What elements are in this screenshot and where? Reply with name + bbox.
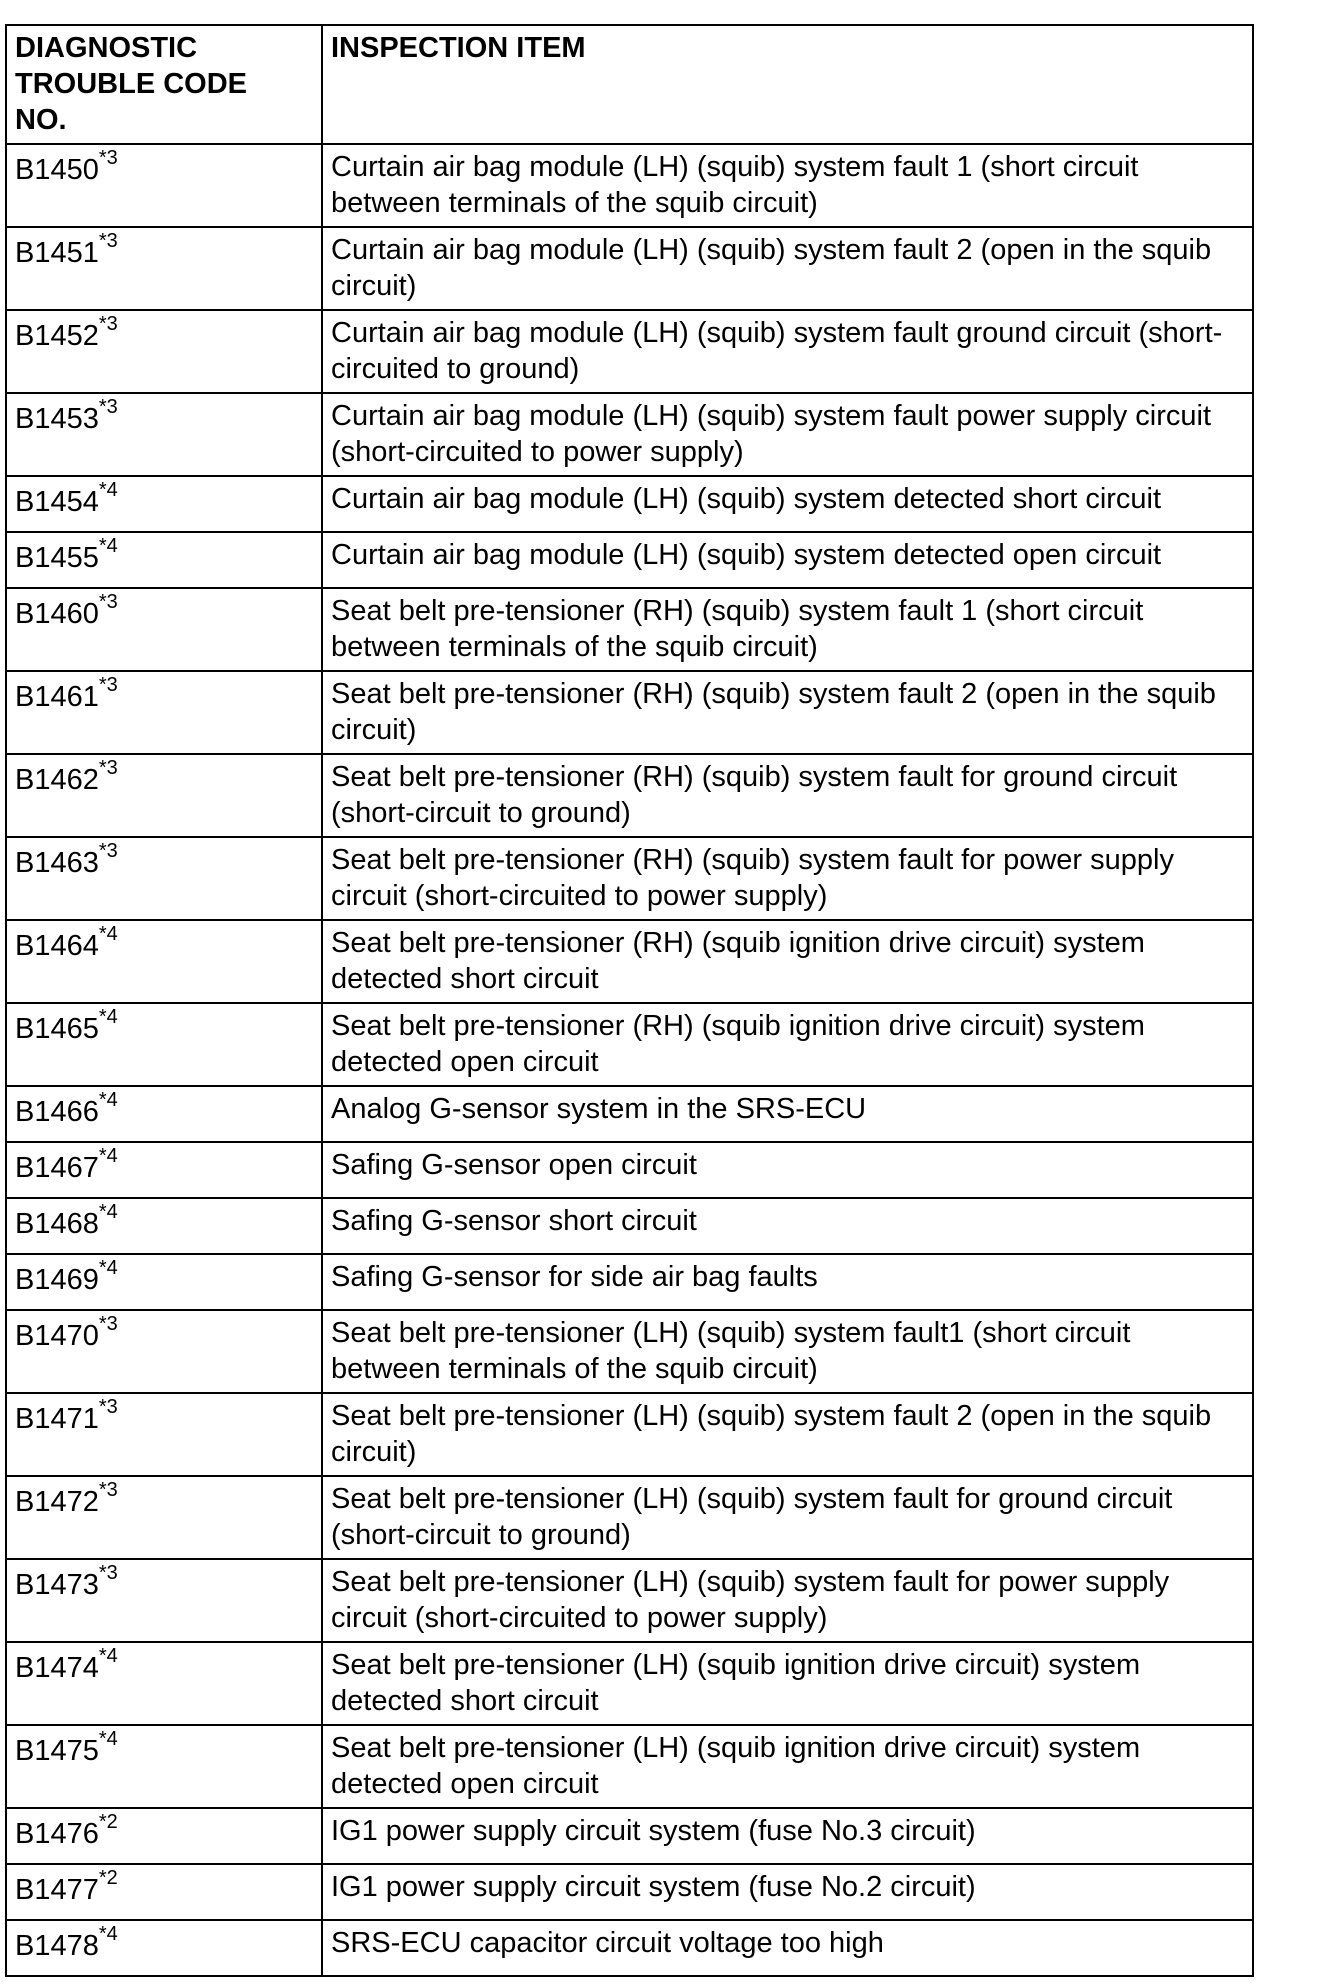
dtc-code	[15, 315, 118, 354]
dtc-code-text: B1477	[15, 1874, 99, 1906]
inspection-item-cell: Curtain air bag module (LH) (squib) system fault power supply circuit (short-circuited to power supply)	[322, 393, 1253, 476]
dtc-footnote-mark: *2	[98, 1867, 118, 1890]
inspection-item-cell: Analog G-sensor system in the SRS-ECU	[322, 1086, 1253, 1142]
dtc-code-text: B1450	[15, 154, 99, 186]
dtc-code	[15, 1813, 118, 1852]
table-row	[6, 754, 1253, 837]
dtc-code-text: B1461	[15, 681, 99, 713]
dtc-code-cell	[6, 310, 322, 393]
dtc-code-cell	[6, 1198, 322, 1254]
table-row	[6, 476, 1253, 532]
header-item-column: INSPECTION ITEM	[322, 25, 1253, 144]
dtc-footnote-mark: *4	[98, 1645, 118, 1668]
dtc-footnote-mark: *3	[98, 147, 118, 170]
dtc-code-cell	[6, 1642, 322, 1725]
dtc-code-text: B1453	[15, 403, 99, 435]
dtc-footnote-mark: *4	[98, 1201, 118, 1224]
dtc-code-text: B1471	[15, 1403, 99, 1435]
table-row	[6, 1310, 1253, 1393]
table-row	[6, 1086, 1253, 1142]
table-header-row	[6, 25, 1253, 144]
dtc-footnote-mark: *4	[98, 1257, 118, 1280]
table-row	[6, 1725, 1253, 1808]
dtc-code-text: B1464	[15, 930, 99, 962]
dtc-code-text: B1463	[15, 847, 99, 879]
dtc-code-cell	[6, 1864, 322, 1920]
dtc-code-text: B1451	[15, 237, 99, 269]
dtc-code-cell	[6, 920, 322, 1003]
header-code-line-3: NO.	[15, 104, 67, 136]
dtc-code-cell	[6, 1254, 322, 1310]
inspection-item-cell: Seat belt pre-tensioner (LH) (squib) system fault for power supply circuit (short-circuited to power supply)	[322, 1559, 1253, 1642]
table-body	[6, 144, 1253, 1976]
table-row	[6, 532, 1253, 588]
dtc-code	[15, 1259, 118, 1298]
dtc-code-cell	[6, 837, 322, 920]
dtc-code-cell	[6, 1393, 322, 1476]
dtc-code	[15, 1091, 118, 1130]
table-row	[6, 1003, 1253, 1086]
dtc-footnote-mark: *4	[98, 923, 118, 946]
inspection-item-cell: Safing G-sensor short circuit	[322, 1198, 1253, 1254]
dtc-code	[15, 481, 118, 520]
dtc-code	[15, 925, 118, 964]
inspection-item-cell: Seat belt pre-tensioner (RH) (squib) system fault for power supply circuit (short-circuited to power supply)	[322, 837, 1253, 920]
table-row	[6, 1642, 1253, 1725]
inspection-item-cell: Seat belt pre-tensioner (RH) (squib ignition drive circuit) system detected open circuit	[322, 1003, 1253, 1086]
inspection-item-cell: Seat belt pre-tensioner (LH) (squib) system fault1 (short circuit between terminals of the squib circuit)	[322, 1310, 1253, 1393]
dtc-code	[15, 759, 118, 798]
dtc-code	[15, 1481, 118, 1520]
table-row	[6, 920, 1253, 1003]
dtc-code	[15, 1564, 118, 1603]
dtc-code-text: B1454	[15, 486, 99, 518]
dtc-code-text: B1472	[15, 1486, 99, 1518]
table-row	[6, 144, 1253, 227]
inspection-item-cell: IG1 power supply circuit system (fuse No.3 circuit)	[322, 1808, 1253, 1864]
table-row	[6, 671, 1253, 754]
dtc-code-cell	[6, 1310, 322, 1393]
dtc-code-text: B1460	[15, 598, 99, 630]
dtc-code-cell	[6, 532, 322, 588]
table-row	[6, 588, 1253, 671]
inspection-item-cell: SRS-ECU capacitor circuit voltage too high	[322, 1920, 1253, 1976]
inspection-item-cell: Safing G-sensor open circuit	[322, 1142, 1253, 1198]
dtc-code-cell	[6, 144, 322, 227]
table-row	[6, 1393, 1253, 1476]
dtc-code	[15, 593, 118, 632]
dtc-code-text: B1468	[15, 1208, 99, 1240]
dtc-code	[15, 1730, 118, 1769]
dtc-code	[15, 1925, 118, 1964]
header-code-line-1: DIAGNOSTIC	[15, 32, 198, 64]
dtc-footnote-mark: *3	[98, 840, 118, 863]
dtc-code-cell	[6, 476, 322, 532]
dtc-footnote-mark: *4	[98, 479, 118, 502]
table-row	[6, 1254, 1253, 1310]
dtc-code	[15, 1647, 118, 1686]
dtc-code	[15, 1398, 118, 1437]
table-row	[6, 393, 1253, 476]
inspection-item-cell: Seat belt pre-tensioner (LH) (squib) system fault 2 (open in the squib circuit)	[322, 1393, 1253, 1476]
inspection-item-cell: Curtain air bag module (LH) (squib) system fault 1 (short circuit between terminals of the squib circuit)	[322, 144, 1253, 227]
dtc-footnote-mark: *3	[98, 1479, 118, 1502]
inspection-item-cell: Safing G-sensor for side air bag faults	[322, 1254, 1253, 1310]
table-row	[6, 837, 1253, 920]
dtc-code-text: B1466	[15, 1096, 99, 1128]
dtc-code-cell	[6, 1559, 322, 1642]
dtc-code	[15, 676, 118, 715]
dtc-table	[5, 24, 1254, 1977]
dtc-footnote-mark: *2	[98, 1811, 118, 1834]
dtc-code-cell	[6, 1725, 322, 1808]
header-code-column	[6, 25, 322, 144]
inspection-item-cell: Seat belt pre-tensioner (RH) (squib) system fault for ground circuit (short-circuit to ground)	[322, 754, 1253, 837]
dtc-code-cell	[6, 1003, 322, 1086]
table-row	[6, 1920, 1253, 1976]
dtc-code-cell	[6, 227, 322, 310]
dtc-footnote-mark: *3	[98, 230, 118, 253]
dtc-footnote-mark: *3	[98, 757, 118, 780]
dtc-code	[15, 1008, 118, 1047]
inspection-item-cell: Seat belt pre-tensioner (RH) (squib) system fault 2 (open in the squib circuit)	[322, 671, 1253, 754]
inspection-item-cell: IG1 power supply circuit system (fuse No.2 circuit)	[322, 1864, 1253, 1920]
dtc-code-cell	[6, 1142, 322, 1198]
inspection-item-cell: Seat belt pre-tensioner (LH) (squib ignition drive circuit) system detected open circuit	[322, 1725, 1253, 1808]
table-row	[6, 1808, 1253, 1864]
table-row	[6, 1198, 1253, 1254]
dtc-code	[15, 232, 118, 271]
inspection-item-cell: Curtain air bag module (LH) (squib) system fault ground circuit (short-circuited to ground)	[322, 310, 1253, 393]
header-code-line-2: TROUBLE CODE	[15, 68, 247, 100]
dtc-code-text: B1455	[15, 542, 99, 574]
dtc-code-text: B1469	[15, 1264, 99, 1296]
dtc-code-text: B1452	[15, 320, 99, 352]
inspection-item-cell: Seat belt pre-tensioner (RH) (squib) system fault 1 (short circuit between terminals of the squib circuit)	[322, 588, 1253, 671]
dtc-code-cell	[6, 1476, 322, 1559]
dtc-code-text: B1478	[15, 1930, 99, 1962]
dtc-code	[15, 1315, 118, 1354]
table-row	[6, 227, 1253, 310]
dtc-code	[15, 1869, 118, 1908]
dtc-code-text: B1467	[15, 1152, 99, 1184]
dtc-footnote-mark: *4	[98, 1006, 118, 1029]
table-row	[6, 1142, 1253, 1198]
dtc-code-text: B1462	[15, 764, 99, 796]
inspection-item-cell: Seat belt pre-tensioner (LH) (squib) system fault for ground circuit (short-circuit to ground)	[322, 1476, 1253, 1559]
dtc-code-cell	[6, 588, 322, 671]
dtc-footnote-mark: *3	[98, 1313, 118, 1336]
dtc-footnote-mark: *4	[98, 1089, 118, 1112]
inspection-item-cell: Seat belt pre-tensioner (LH) (squib ignition drive circuit) system detected short circuit	[322, 1642, 1253, 1725]
dtc-code-text: B1470	[15, 1320, 99, 1352]
dtc-code-text: B1465	[15, 1013, 99, 1045]
dtc-code-text: B1476	[15, 1818, 99, 1850]
dtc-code	[15, 149, 118, 188]
dtc-code	[15, 1203, 118, 1242]
dtc-footnote-mark: *4	[98, 1145, 118, 1168]
dtc-footnote-mark: *3	[98, 674, 118, 697]
dtc-footnote-mark: *4	[98, 1923, 118, 1946]
dtc-code-text: B1475	[15, 1735, 99, 1767]
dtc-code-cell	[6, 1920, 322, 1976]
table-row	[6, 1559, 1253, 1642]
dtc-footnote-mark: *3	[98, 591, 118, 614]
dtc-footnote-mark: *3	[98, 313, 118, 336]
dtc-code	[15, 398, 118, 437]
dtc-footnote-mark: *3	[98, 1396, 118, 1419]
inspection-item-cell: Curtain air bag module (LH) (squib) system detected open circuit	[322, 532, 1253, 588]
dtc-code-cell	[6, 393, 322, 476]
inspection-item-cell: Seat belt pre-tensioner (RH) (squib ignition drive circuit) system detected short circuit	[322, 920, 1253, 1003]
dtc-code-cell	[6, 754, 322, 837]
dtc-code-text: B1474	[15, 1652, 99, 1684]
dtc-code	[15, 537, 118, 576]
dtc-code-cell	[6, 1808, 322, 1864]
dtc-code-cell	[6, 671, 322, 754]
table-row	[6, 310, 1253, 393]
dtc-code-text: B1473	[15, 1569, 99, 1601]
inspection-item-cell: Curtain air bag module (LH) (squib) system detected short circuit	[322, 476, 1253, 532]
table-row	[6, 1476, 1253, 1559]
dtc-code	[15, 842, 118, 881]
dtc-footnote-mark: *4	[98, 535, 118, 558]
dtc-footnote-mark: *3	[98, 396, 118, 419]
dtc-code	[15, 1147, 118, 1186]
dtc-footnote-mark: *4	[98, 1728, 118, 1751]
inspection-item-cell: Curtain air bag module (LH) (squib) system fault 2 (open in the squib circuit)	[322, 227, 1253, 310]
dtc-code-cell	[6, 1086, 322, 1142]
dtc-footnote-mark: *3	[98, 1562, 118, 1585]
table-row	[6, 1864, 1253, 1920]
